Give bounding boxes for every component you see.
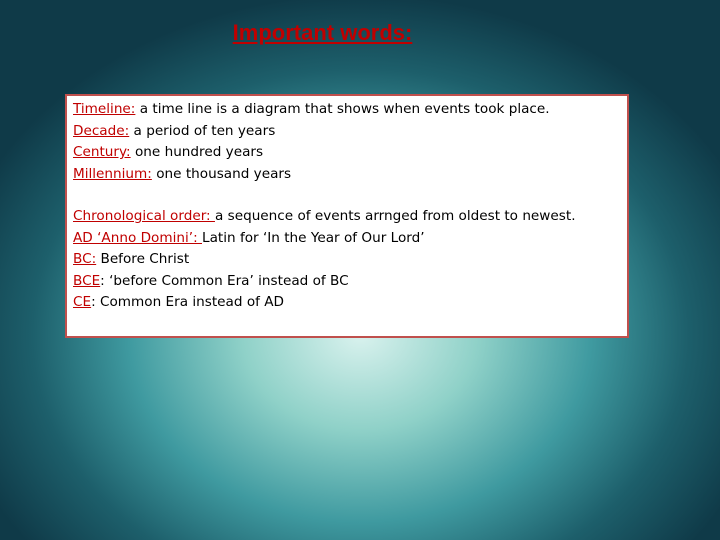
term-label: Century: [73,144,131,160]
term-label: BC: [73,251,97,267]
definition-bce [73,271,627,293]
spacer [73,185,627,206]
term-definition: Before Christ [96,251,190,267]
definition-century [73,142,627,164]
definition-timeline [73,99,627,121]
term-label: CE [73,294,92,310]
definition-ce [73,292,627,314]
term-label: Millennium: [73,165,152,182]
term-definition: : ‘before Common Era’ instead of BC [100,272,349,289]
term-label: Decade: [73,122,130,139]
term-definition: : Common Era instead of AD [91,294,285,310]
slide-title: Important words: [232,20,413,45]
term-label: Chronological order: [73,208,215,224]
definition-ad [73,228,627,250]
term-definition: Latin for ‘In the Year of Our Lord’ [202,229,425,246]
term-label: Timeline: [73,101,136,117]
definition-chronological-order [73,206,627,228]
term-definition: a sequence of events arrnged from oldest to newest. [214,208,576,224]
term-definition: a time line is a diagram that shows when events took place. [135,101,550,117]
definition-bc [73,249,627,271]
term-label: AD ‘Anno Domini’: [73,229,202,246]
definitions-box [65,94,629,338]
definition-millennium [73,164,627,186]
term-definition: a period of ten years [129,122,276,139]
term-label: BCE [73,272,101,289]
term-definition: one hundred years [130,144,264,160]
term-definition: one thousand years [151,165,292,182]
definition-decade [73,121,627,143]
